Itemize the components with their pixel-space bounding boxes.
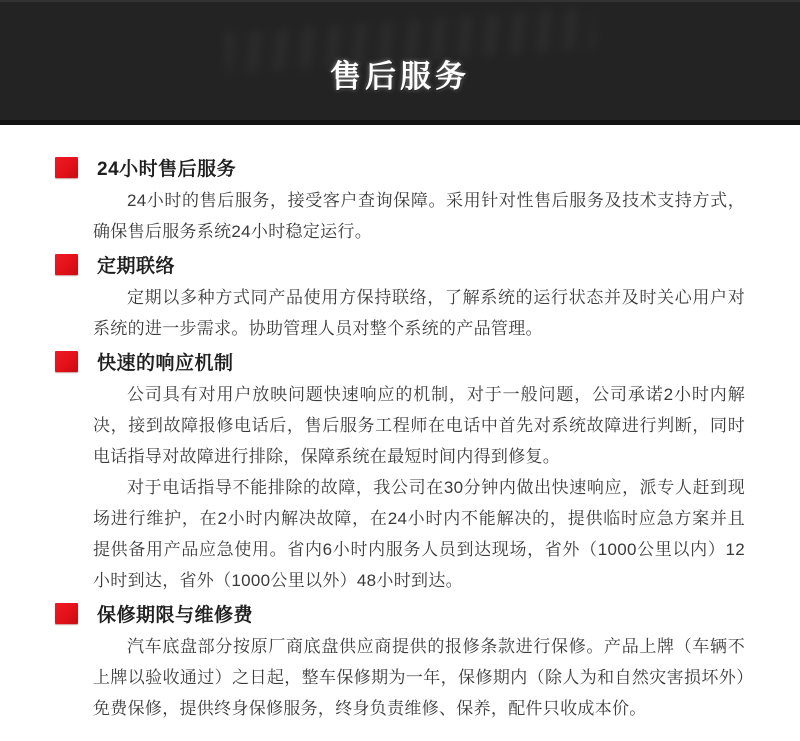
document-body <box>0 125 800 724</box>
red-square-bullet-icon <box>55 254 78 275</box>
section-warranty <box>55 601 745 724</box>
section-paragraph: 公司具有对用户放映问题快速响应的机制，对于一般问题，公司承诺2小时内解决，接到故障报修电话后，售后服务工程师在电话中首先对系统故障进行判断，同时电话指导对故障进行排除，保障系统在最短时间内得到修复。 <box>93 385 745 466</box>
section-title: 24小时售后服务 <box>97 159 237 180</box>
section-body <box>93 379 745 596</box>
red-square-bullet-icon <box>55 603 78 624</box>
section-regular-contact <box>55 252 745 344</box>
title-banner <box>0 0 800 125</box>
section-paragraph: 汽车底盘部分按原厂商底盘供应商提供的报修条款进行保修。产品上牌（车辆不上牌以验收通过）之日起，整车保修期为一年，保修期内（除人为和自然灾害损坏外）免费保修，提供终身保修服务，终身负责维修、保养，配件只收成本价。 <box>93 637 745 718</box>
section-header <box>55 601 745 626</box>
section-body <box>93 631 745 724</box>
section-header <box>55 252 745 277</box>
red-square-bullet-icon <box>55 351 78 372</box>
section-body <box>93 185 745 247</box>
page-title: 售后服务 <box>330 59 470 94</box>
section-header <box>55 349 745 374</box>
section-24h-service <box>55 155 745 247</box>
section-paragraph: 24小时的售后服务，接受客户查询保障。采用针对性售后服务及技术支持方式，确保售后服务系统24小时稳定运行。 <box>93 191 745 241</box>
section-paragraph: 对于电话指导不能排除的故障，我公司在30分钟内做出快速响应，派专人赶到现场进行维护，在2小时内解决故障，在24小时内不能解决的，提供临时应急方案并且提供备用产品应急使用。省内6小时内服务人员到达现场，省外（1000公里以内）12小时到达，省外（1000公里以外）48小时到达。 <box>93 478 745 590</box>
section-header <box>55 155 745 180</box>
red-square-bullet-icon <box>55 157 78 178</box>
section-fast-response <box>55 349 745 596</box>
section-title: 保修期限与维修费 <box>97 605 254 626</box>
section-paragraph: 定期以多种方式同产品使用方保持联络，了解系统的运行状态并及时关心用户对系统的进一步需求。协助管理人员对整个系统的产品管理。 <box>93 288 745 338</box>
section-title: 快速的响应机制 <box>97 353 234 374</box>
section-title: 定期联络 <box>97 256 176 277</box>
section-body <box>93 282 745 344</box>
